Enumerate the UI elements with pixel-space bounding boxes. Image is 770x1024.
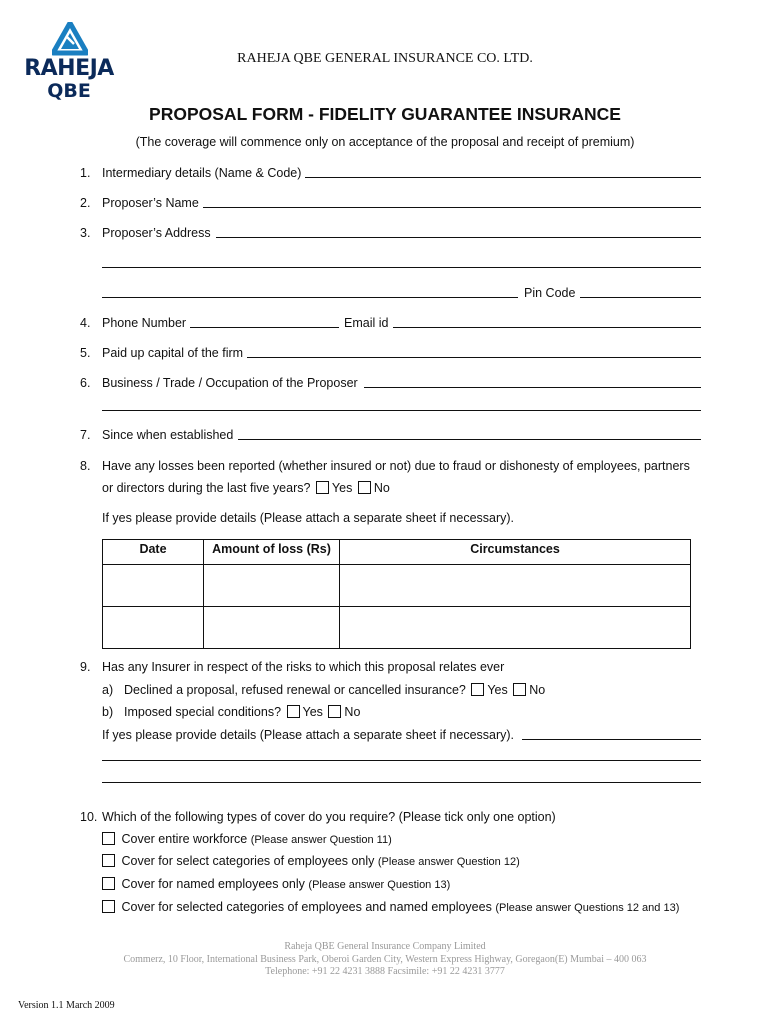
- cover-option: [100, 831, 392, 848]
- business-field-1[interactable]: [364, 387, 701, 388]
- q2-label: Proposer’s Name: [102, 196, 199, 210]
- phone-number-field[interactable]: [190, 327, 339, 328]
- q9a-yes-checkbox[interactable]: [471, 683, 484, 696]
- cover-option-label: Cover entire workforce: [121, 832, 248, 846]
- pin-code-label: Pin Code: [524, 286, 576, 300]
- losses-table: [102, 539, 691, 649]
- q9a-label: Declined a proposal, refused renewal or cancelled insurance?: [124, 683, 466, 697]
- logo-text-qbe: QBE: [47, 80, 91, 102]
- cover-option-note: (Please answer Question 11): [250, 834, 392, 846]
- email-label: Email id: [344, 316, 389, 330]
- cover-option-checkbox[interactable]: [102, 854, 115, 867]
- q2-proposer-name-field[interactable]: [203, 207, 701, 208]
- q5-label: Paid up capital of the firm: [102, 346, 244, 360]
- cover-option: [100, 876, 450, 893]
- q8-label: Have any losses been reported (whether insured or not) due to fraud or dishonesty of employees, partners: [102, 459, 690, 473]
- q9b-label: Imposed special conditions?: [124, 705, 282, 719]
- cover-option-note: (Please answer Question 13): [308, 879, 451, 891]
- q5-number: 5.: [80, 346, 91, 360]
- q1-label: Intermediary details (Name & Code): [102, 166, 302, 180]
- q7-label: Since when established: [102, 428, 234, 442]
- date-cell[interactable]: [103, 565, 204, 607]
- cover-option: [100, 899, 679, 916]
- cover-option-note: (Please answer Question 12): [377, 856, 520, 868]
- date-cell[interactable]: [103, 607, 204, 649]
- q9a-no-label: No: [529, 683, 546, 697]
- losses-table-header: [103, 540, 691, 565]
- email-field[interactable]: [393, 327, 701, 328]
- q6-label: Business / Trade / Occupation of the Proposer: [102, 376, 358, 390]
- q4-label: Phone Number: [102, 316, 187, 330]
- pin-code-field[interactable]: [580, 297, 701, 298]
- q8-no-checkbox[interactable]: [358, 481, 371, 494]
- amount-cell[interactable]: [204, 607, 340, 649]
- q3-address-field-1[interactable]: [216, 237, 701, 238]
- cover-option-checkbox[interactable]: [102, 900, 115, 913]
- q8-details-label: If yes please provide details (Please attach a separate sheet if necessary).: [102, 511, 515, 525]
- q2-number: 2.: [80, 196, 91, 210]
- q9b-row: [124, 704, 360, 720]
- cover-option-label: Cover for named employees only: [121, 877, 305, 891]
- q1-number: 1.: [80, 166, 91, 180]
- q9b-yes-checkbox[interactable]: [287, 705, 300, 718]
- logo-text-raheja: RAHEJA: [24, 56, 114, 81]
- form-title: PROPOSAL FORM - FIDELITY GUARANTEE INSURANCE: [149, 104, 621, 124]
- q8-number: 8.: [80, 459, 91, 473]
- company-name: RAHEJA QBE GENERAL INSURANCE CO. LTD.: [237, 51, 533, 66]
- cover-option-label: Cover for select categories of employees only: [121, 854, 375, 868]
- q8-yes-checkbox[interactable]: [316, 481, 329, 494]
- cover-option-checkbox[interactable]: [102, 832, 115, 845]
- q9-details-field-3[interactable]: [102, 782, 701, 783]
- paid-up-capital-field[interactable]: [247, 357, 701, 358]
- header-amount: Amount of loss (Rs): [204, 540, 340, 565]
- q10-label: Which of the following types of cover do you require? (Please tick only one option): [102, 810, 556, 824]
- business-field-2[interactable]: [102, 410, 701, 411]
- table-row: [103, 607, 691, 649]
- cover-option: [100, 853, 520, 870]
- q9b-no-label: No: [344, 705, 361, 719]
- q8-yes-label: Yes: [331, 481, 353, 495]
- q9a-row: [124, 682, 545, 698]
- q9b-letter: b): [102, 705, 114, 719]
- q9a-yes-label: Yes: [487, 683, 508, 697]
- table-row: [103, 565, 691, 607]
- q1-intermediary-field[interactable]: [305, 177, 701, 178]
- q9-details-field-2[interactable]: [102, 760, 701, 761]
- cover-option-label: Cover for selected categories of employees and named employees: [121, 900, 492, 914]
- footer-company: Raheja QBE General Insurance Company Limited: [284, 941, 486, 952]
- header-circumstances: Circumstances: [340, 540, 691, 565]
- q3-address-field-3[interactable]: [102, 297, 518, 298]
- q9-details-field-1[interactable]: [522, 739, 701, 740]
- q4-number: 4.: [80, 316, 91, 330]
- footer-address: Commerz, 10 Floor, International Business Park, Oberoi Garden City, Western Express Highway, Goregaon(E) Mumbai – 400 063: [123, 954, 647, 965]
- q9a-letter: a): [102, 683, 114, 697]
- q3-label: Proposer’s Address: [102, 226, 211, 240]
- q3-number: 3.: [80, 226, 91, 240]
- q7-number: 7.: [80, 428, 91, 442]
- version-text: Version 1.1 March 2009: [18, 1000, 115, 1011]
- footer-phone: Telephone: +91 22 4231 3888 Facsimile: +91 22 4231 3777: [265, 966, 505, 977]
- circumstances-cell[interactable]: [340, 607, 691, 649]
- q9b-yes-label: Yes: [302, 705, 323, 719]
- q8-yes-no-row: [102, 480, 390, 496]
- q9-number: 9.: [80, 660, 91, 674]
- established-field[interactable]: [238, 439, 701, 440]
- header-date: Date: [103, 540, 204, 565]
- q8-label-cont: or directors during the last five years?: [102, 481, 311, 495]
- circumstances-cell[interactable]: [340, 565, 691, 607]
- form-subtitle: (The coverage will commence only on acceptance of the proposal and receipt of premium): [135, 135, 635, 149]
- q10-number: 10.: [80, 810, 98, 824]
- q8-no-label: No: [373, 481, 390, 495]
- cover-option-note: (Please answer Questions 12 and 13): [495, 902, 680, 914]
- q9b-no-checkbox[interactable]: [328, 705, 341, 718]
- q6-number: 6.: [80, 376, 91, 390]
- q3-address-field-2[interactable]: [102, 267, 701, 268]
- q9-label: Has any Insurer in respect of the risks to which this proposal relates ever: [102, 660, 505, 674]
- q9-details-label: If yes please provide details (Please attach a separate sheet if necessary).: [102, 728, 515, 742]
- amount-cell[interactable]: [204, 565, 340, 607]
- cover-option-checkbox[interactable]: [102, 877, 115, 890]
- q9a-no-checkbox[interactable]: [513, 683, 526, 696]
